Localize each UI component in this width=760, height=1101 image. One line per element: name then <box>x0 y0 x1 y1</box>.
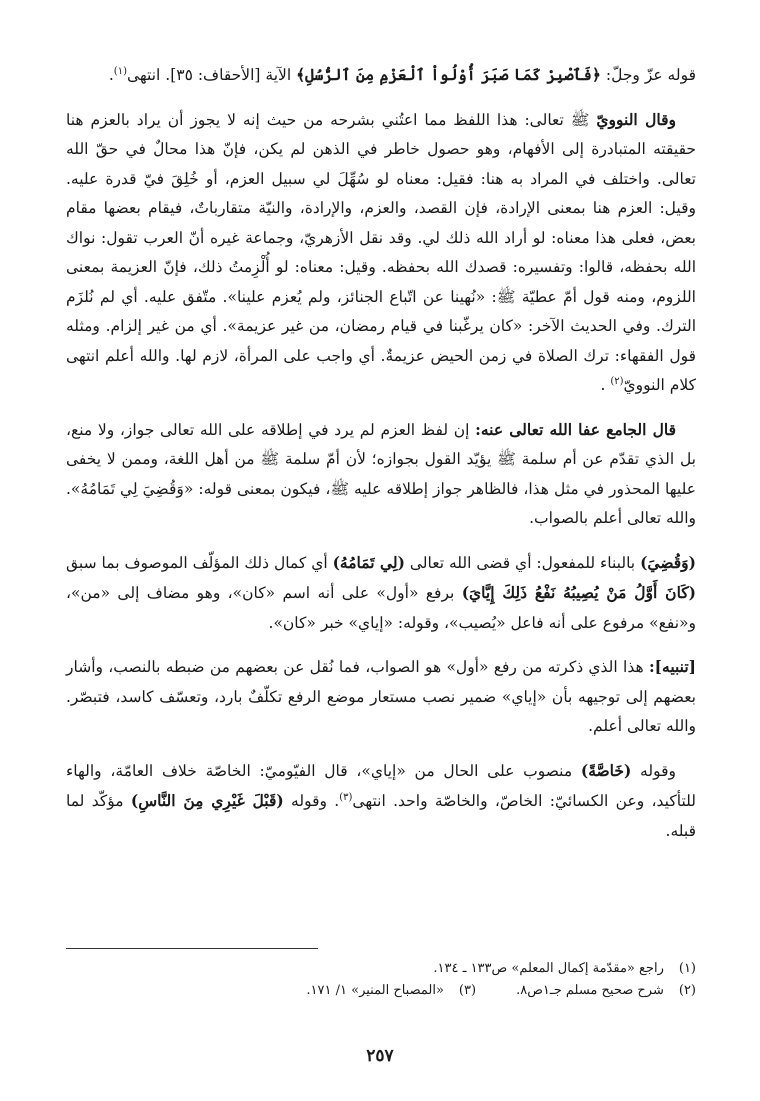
quran-verse: ﴿فَٱصْبِرْ كَمَا صَبَرَ أُوْلُواْ ٱلْعَزْمِ مِنَ ٱلرُّسُلِ﴾ <box>296 65 601 84</box>
text-run: منصوب على الحال من «إياي»، قال الفيّوميّ: الخاصّة خلاف العامّة، والهاء للتأكيد، وعن الكسائيّ: الخاصّ، والخاصّة واحد. انتهى <box>66 761 696 810</box>
text-run: برفع «أول» على أنه اسم «كان»، وهو مضاف إلى «من»، و«نفع» مرفوع على أنه فاعل «يُصيب»، وقوله: «إياي» خبر «كان». <box>66 584 696 632</box>
bold-phrase: (خَاصَّةً) <box>580 760 632 780</box>
text-run: . وقوله <box>283 792 340 810</box>
footnote-row <box>66 980 696 1002</box>
bold-phrase: قال الجامع عفا الله تعالى عنه: <box>475 419 676 439</box>
text-run: هذا الذي ذكرته من رفع «أول» هو الصواب، فما نُقل عن بعضهم من ضبطه بالنصب، وأشار بعضهم إلى توجيهه بأن «إياي» ضمير نصب مستعار موضع الرفع تكلّفٌ بارد، وتعسّف كاسد، فتبصّر. والله تعالى أعلم. <box>66 658 696 735</box>
text-run: قوله عزّ وجلّ: <box>600 66 696 84</box>
text-run: بالبناء للمفعول: أي قضى الله تعالى <box>404 553 641 572</box>
paragraph-p6 <box>66 756 696 847</box>
text-run: . <box>600 376 611 394</box>
footnote-text: «المصباح المنير» ١/ ١٧١. <box>306 983 444 998</box>
footnote-1 <box>66 958 696 980</box>
paragraph-p1 <box>66 60 696 91</box>
text-run: ﷺ تعالى: هذا اللفظ مما اعتُني بشرحه من حيث إنه لا يجوز أن يراد بالعزم هنا حقيقته المتبادرة إلى الأفهام، وهو حصول خاطر في الذهن لم يكن، فإنّ هذا محالٌ في حقّ الله تعالى. واختلف في المراد به هنا: فقيل: معناه لو سُهِّلَ لي سبيل العزم، أو خُلِقَ فيّ قدرة عليه. وقيل: العزم هنا بمعنى الإرادة، فإن القصد، والعزم، والإرادة، والنيّة متقارباتٌ، فيقام بعضها مقام بعض، فعلى هذا معناه: لو أراد الله ذلك لي. وقد نقل الأزهريّ، وجماعة غيره أنّ العرب تقول: نواك الله بحفظه، قالوا: وتفسيره: قصدك الله بحفظه. وقيل: معناه: لو أُلْزِمتُ ذلك، فإنّ العزيمة بمعنى اللزوم، ومنه قول أمّ عطيّة ﷺ: «نُهينا عن اتّباع الجنائز، ولم يُعزم علينا». متّفق عليه. أي لم نُلزَم الترك. وفي الحديث الآخر: «كان يرغّبنا في قيام رمضان، من غير عزيمة». أي من غير إلزام. ومثله قول الفقهاء: ترك الصلاة في زمن الحيض عزيمةٌ. أي واجب على المرأة، لازم لها. والله أعلم انتهى كلام النوويّ <box>66 110 696 394</box>
footnote-divider <box>66 948 318 949</box>
text-run: إن لفظ العزم لم يرد في إطلاقه على الله تعالى جواز، ولا منع، بل الذي تقدّم عن أم سلمة ﷺ يؤيّد القول بجوازه؛ لأن أمّ سلمة ﷺ من أهل اللغة، وممن لا يخفى عليها المحذور في مثل هذا، فالظاهر جواز إطلاقه عليه ﷺ، فيكون بمعنى قوله: «وَقُضِيَ لِي تَمَامُهُ». والله تعالى أعلم بالصواب. <box>66 420 696 527</box>
body-text <box>66 60 696 860</box>
bold-phrase: (كَانَ أَوَّلُ مَنْ يُصِيبُهُ نَفْعُ ذَلِكَ إِيَّايَ) <box>461 583 696 602</box>
footnote-ref: (٢) <box>610 375 624 387</box>
bold-phrase: [تنبيه]: <box>648 657 696 676</box>
footnote-2 <box>516 980 696 1002</box>
text-run: . <box>108 66 114 84</box>
text-run: مؤكّد لما قبله. <box>66 792 696 840</box>
paragraph-p4 <box>66 548 696 639</box>
bold-phrase: (قَبْلَ غَيْرِي مِنَ النَّاسِ) <box>130 791 284 810</box>
bold-phrase: (وَقُضِيَ) <box>640 552 696 572</box>
footnote-number: (٢) <box>678 983 696 998</box>
page-number: ٢٥٧ <box>366 1046 394 1066</box>
bold-phrase: (لِي تَمَامُهُ) <box>332 552 405 572</box>
footnote-number: (٣) <box>458 983 477 998</box>
bold-phrase: وقال النوويّ <box>596 109 676 129</box>
footnote-number: (١) <box>678 961 696 976</box>
footnote-text: راجع «مقدّمة إكمال المعلم» ص١٣٣ ـ ١٣٤. <box>433 961 664 976</box>
text-run: أي كمال ذلك المؤلّف الموصوف بما سبق <box>66 553 333 572</box>
footnote-3 <box>306 980 476 1002</box>
footnote-ref: (٣) <box>339 791 353 803</box>
footnote-ref: (١) <box>113 65 127 77</box>
paragraph-p2 <box>66 105 696 401</box>
footnote-text: شرح صحيح مسلم جـ١ص٨. <box>516 983 664 998</box>
paragraph-p3 <box>66 415 696 534</box>
footnotes <box>66 958 696 1002</box>
paragraph-p5 <box>66 652 696 742</box>
text-run: الآية [الأحقاف: ٣٥]. انتهى <box>126 66 297 84</box>
text-run: وقوله <box>631 761 676 780</box>
